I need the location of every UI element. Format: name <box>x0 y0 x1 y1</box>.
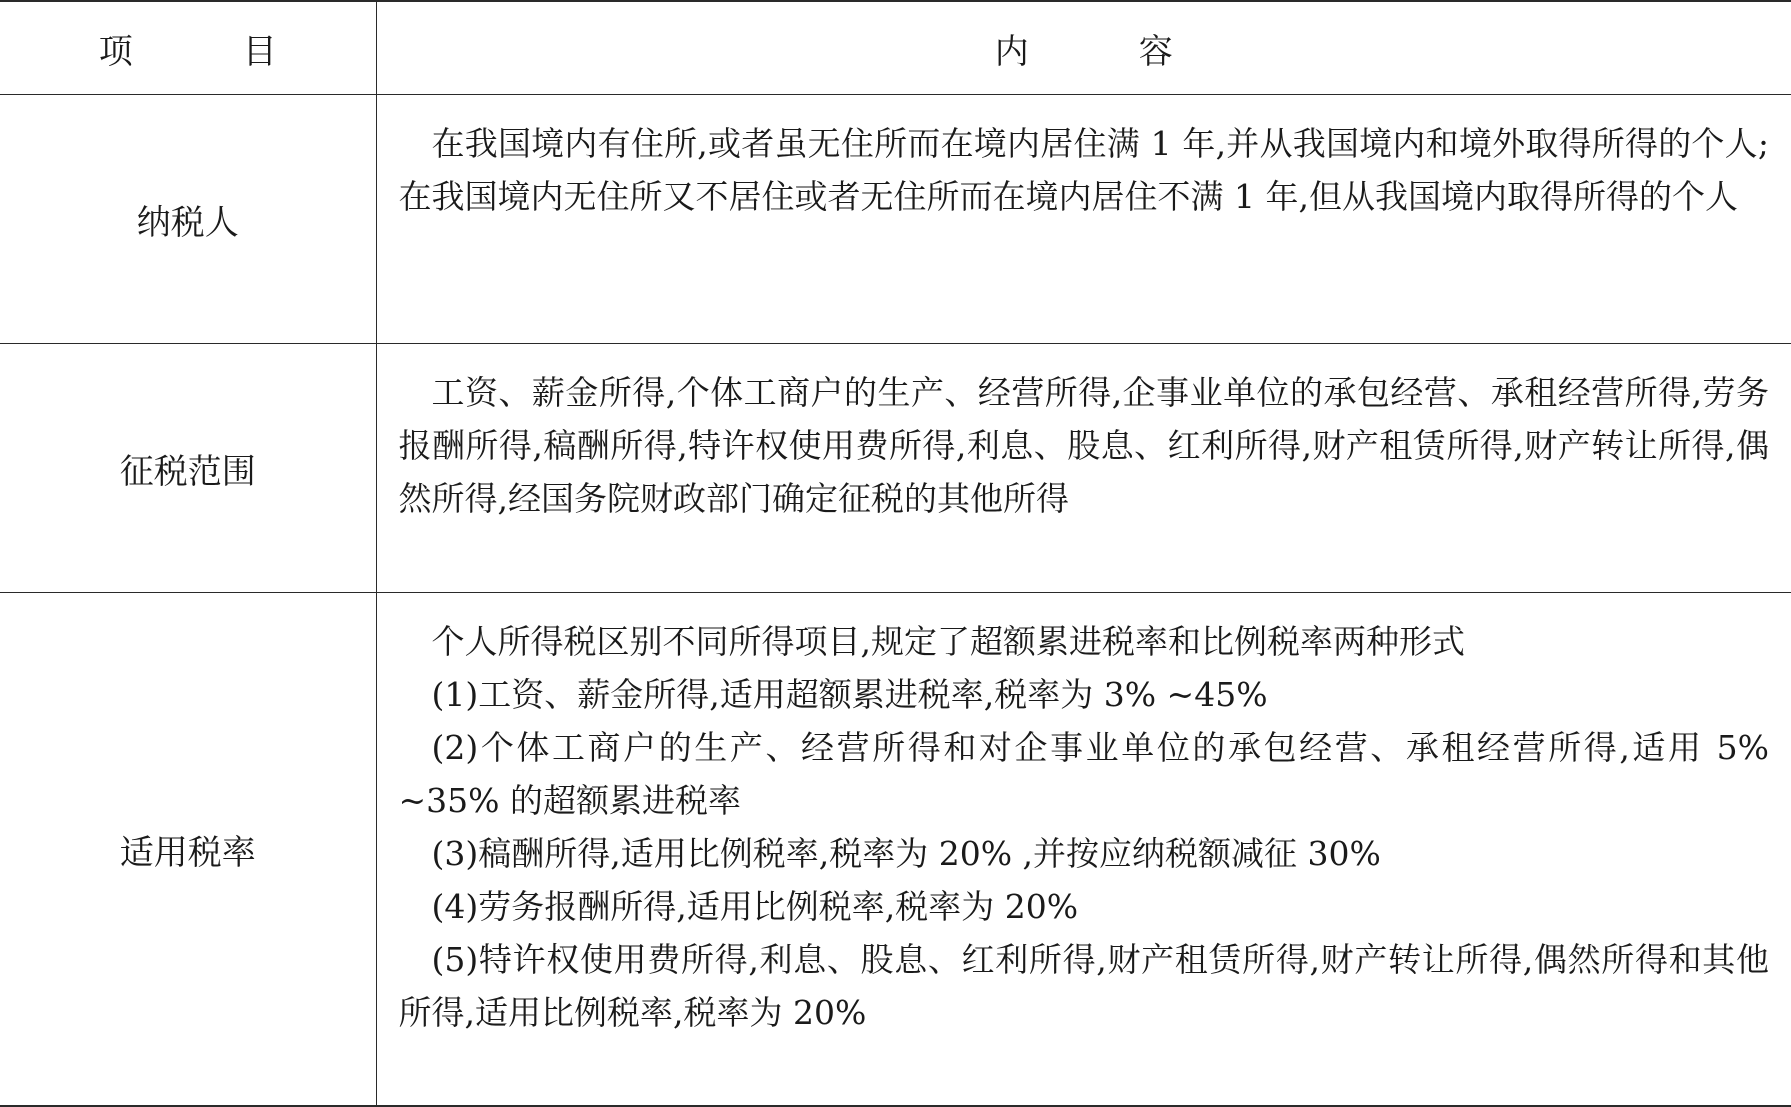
content-paragraph: (3)稿酬所得,适用比例税率,税率为 20% ,并按应纳税额减征 30% <box>431 834 1381 873</box>
table-header-row <box>0 1 1791 95</box>
content-paragraph: 工资、薪金所得,个体工商户的生产、经营所得,企事业单位的承包经营、承租经营所得,劳务报酬所得,稿酬所得,特许权使用费所得,利息、股息、红利所得,财产租赁所得,财产转让所得,偶然所得,经国务院财政部门确定征税的其他所得 <box>398 373 1769 518</box>
row-label-tax-rate: 适用税率 <box>0 593 376 1107</box>
content-paragraph: (2)个体工商户的生产、经营所得和对企事业单位的承包经营、承租经营所得,适用 5% ~35% 的超额累进税率 <box>398 728 1769 820</box>
content-paragraph: (4)劳务报酬所得,适用比例税率,税率为 20% <box>431 887 1079 926</box>
row-content-taxpayer <box>376 95 1791 344</box>
row-content-tax-rate <box>376 593 1791 1107</box>
header-content <box>376 1 1791 95</box>
header-item <box>0 1 376 95</box>
row-label-taxpayer: 纳税人 <box>0 95 376 344</box>
table-row <box>0 344 1791 593</box>
header-content-char-1: 内 <box>994 31 1029 72</box>
header-item-char-2: 目 <box>242 31 277 72</box>
table-row <box>0 593 1791 1107</box>
content-paragraph: (5)特许权使用费所得,利息、股息、红利所得,财产租赁所得,财产转让所得,偶然所得和其他所得,适用比例税率,税率为 20% <box>398 940 1769 1032</box>
content-paragraph: 在我国境内有住所,或者虽无住所而在境内居住满 1 年,并从我国境内和境外取得所得的个人;在我国境内无住所又不居住或者无住所而在境内居住不满 1 年,但从我国境内取得所得的个人 <box>398 124 1769 216</box>
content-paragraph: 个人所得税区别不同所得项目,规定了超额累进税率和比例税率两种形式 <box>431 622 1465 661</box>
content-paragraph: (1)工资、薪金所得,适用超额累进税率,税率为 3% ~45% <box>431 675 1268 714</box>
row-label-tax-scope: 征税范围 <box>0 344 376 593</box>
header-item-char-1: 项 <box>98 31 133 72</box>
row-content-tax-scope <box>376 344 1791 593</box>
table-row <box>0 95 1791 344</box>
header-content-char-2: 容 <box>1138 31 1173 72</box>
